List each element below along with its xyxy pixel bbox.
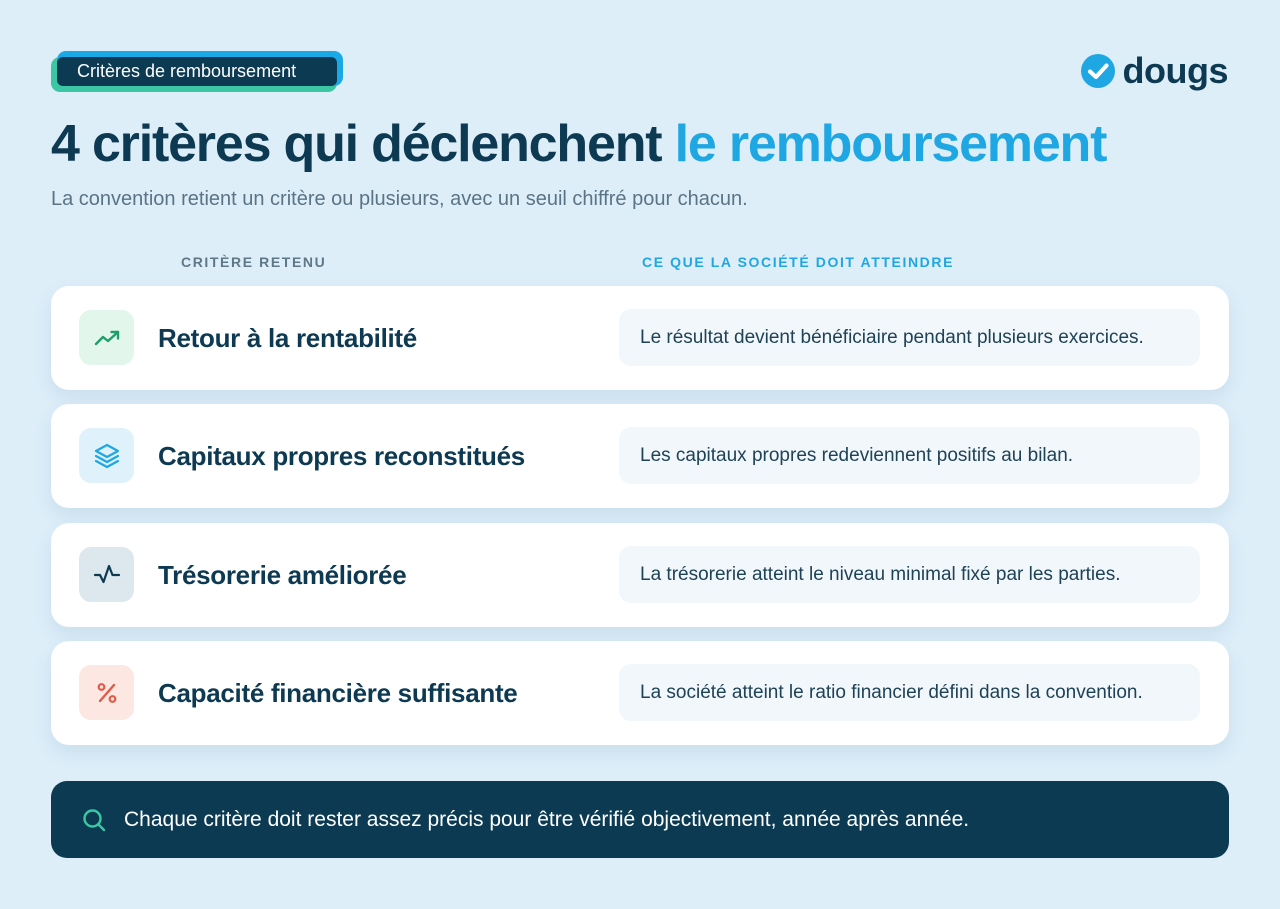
trending-up-icon xyxy=(93,324,121,352)
criterion-row xyxy=(51,286,1229,390)
search-icon xyxy=(81,807,107,833)
activity-icon xyxy=(93,561,121,589)
criterion-row xyxy=(51,523,1229,627)
criterion-row xyxy=(51,641,1229,745)
logo-text: dougs xyxy=(1122,50,1228,91)
layers-icon xyxy=(93,442,121,470)
title-accent: le remboursement xyxy=(674,115,1107,173)
criterion-title: Trésorerie améliorée xyxy=(158,560,407,590)
criterion-icon-box xyxy=(79,547,134,602)
footer-note xyxy=(51,781,1229,858)
page-title xyxy=(51,114,1106,174)
check-badge-icon xyxy=(1081,54,1115,88)
criterion-title: Capitaux propres reconstitués xyxy=(158,441,525,471)
column-header-criterion: CRITÈRE RETENU xyxy=(181,254,327,270)
column-header-requirement: CE QUE LA SOCIÉTÉ DOIT ATTEINDRE xyxy=(642,254,955,270)
page-subtitle: La convention retient un critère ou plusieurs, avec un seuil chiffré pour chacun. xyxy=(51,188,748,210)
percent-icon xyxy=(93,679,121,707)
criterion-icon-box xyxy=(79,428,134,483)
criterion-title: Capacité financière suffisante xyxy=(158,678,518,708)
criterion-description: La trésorerie atteint le niveau minimal fixé par les parties. xyxy=(619,546,1200,603)
brand-logo xyxy=(1081,52,1228,90)
criterion-icon-box xyxy=(79,310,134,365)
tag-label: Critères de remboursement xyxy=(57,57,337,86)
footer-text: Chaque critère doit rester assez précis pour être vérifié objectivement, année après année. xyxy=(124,808,970,831)
criterion-description: Les capitaux propres redeviennent positifs au bilan. xyxy=(619,427,1200,484)
criterion-description: La société atteint le ratio financier défini dans la convention. xyxy=(619,664,1200,721)
section-tag xyxy=(51,51,343,92)
criterion-row xyxy=(51,404,1229,508)
criterion-description: Le résultat devient bénéficiaire pendant plusieurs exercices. xyxy=(619,309,1200,366)
criterion-title: Retour à la rentabilité xyxy=(158,323,417,353)
title-main: 4 critères qui déclenchent xyxy=(51,115,662,173)
criterion-icon-box xyxy=(79,665,134,720)
